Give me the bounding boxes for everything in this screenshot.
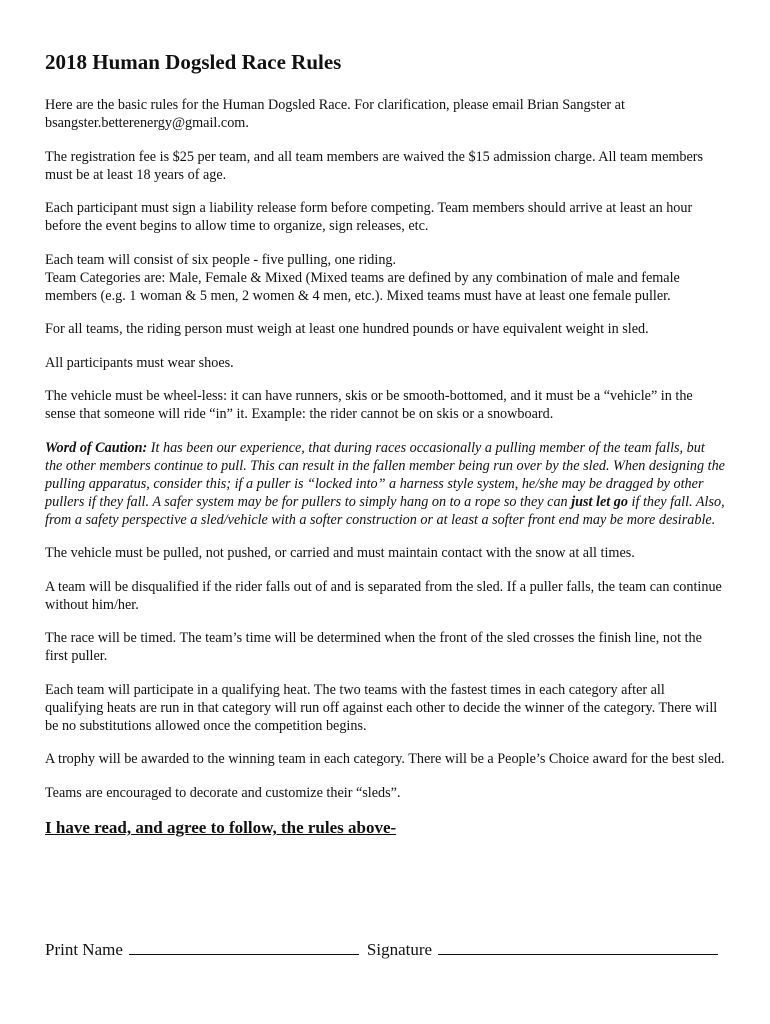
signature-label: Signature bbox=[366, 940, 433, 959]
decorate-paragraph: Teams are encouraged to decorate and customize their “sleds”. bbox=[45, 784, 401, 801]
signature-field[interactable] bbox=[438, 953, 718, 955]
caution-paragraph bbox=[45, 439, 725, 529]
categories-paragraph: Team Categories are: Male, Female & Mixed (Mixed teams are defined by any combination of male and female members (e.g. 1 woman & 5 men, 2 women & 4 men, etc.). Mixed teams must have at least one female puller. bbox=[45, 269, 680, 304]
team-size-paragraph: Each team will consist of six people - five pulling, one riding. bbox=[45, 251, 397, 268]
timed-paragraph: The race will be timed. The team’s time will be determined when the front of the sled crosses the finish line, not the first puller. bbox=[45, 630, 702, 664]
pulled-paragraph: The vehicle must be pulled, not pushed, or carried and must maintain contact with the snow at all times. bbox=[45, 545, 635, 561]
caution-emphasis: just let go bbox=[571, 493, 628, 510]
shoes-paragraph: All participants must wear shoes. bbox=[45, 354, 234, 371]
vehicle-paragraph: The vehicle must be wheel-less: it can have runners, skis or be smooth-bottomed, and it must be a “vehicle” in the sense that someone will ride “in” it. Example: the rider cannot be on skis or a snowboard. bbox=[45, 388, 693, 422]
caution-text-1: It has been our experience, that during races occasionally a pulling member of the team falls, but the other members continue to pull. This can result in the fallen member being run over by the sled. When designing the pulling apparatus, consider this; if a puller is “locked into” a harness style system, he/she may be dragged by other pullers if they fall. A safer system may be for pullers to simply hang on to a rope so they can bbox=[45, 439, 725, 510]
liability-paragraph: Each participant must sign a liability release form before competing. Team members should arrive at least an hour before the event begins to allow time to organize, sign releases, etc. bbox=[45, 200, 693, 234]
riding-weight-paragraph: For all teams, the riding person must weigh at least one hundred pounds or have equivalent weight in sled. bbox=[45, 321, 649, 337]
print-name-label: Print Name bbox=[45, 940, 123, 959]
trophy-paragraph: A trophy will be awarded to the winning team in each category. There will be a People’s Choice award for the best sled. bbox=[45, 751, 725, 767]
print-name-field[interactable] bbox=[129, 953, 359, 955]
disqualified-paragraph: A team will be disqualified if the rider falls out of and is separated from the sled. If a puller falls, the team can continue without him/her. bbox=[45, 578, 722, 613]
rules-document bbox=[45, 48, 725, 839]
caution-text-2: if they fall. Also, from a safety perspective a sled/vehicle with a softer construction or at least a softer front end may be more desirable. bbox=[45, 493, 725, 528]
registration-paragraph: The registration fee is $25 per team, and all team members are waived the $15 admission charge. All team members must be at least 18 years of age. bbox=[45, 148, 704, 183]
signature-row bbox=[45, 940, 735, 960]
caution-label: Word of Caution: bbox=[45, 439, 148, 456]
heats-paragraph: Each team will participate in a qualifying heat. The two teams with the fastest times in each category after all qualifying heats are run in that category will run off against each other to decide the winner of the category. There will be no substitutions allowed once the competition begins. bbox=[45, 681, 718, 734]
intro-paragraph: Here are the basic rules for the Human Dogsled Race. For clarification, please email Brian Sangster at bsangster.betterenergy@gmail.com. bbox=[45, 97, 625, 131]
agreement-statement: I have read, and agree to follow, the rules above- bbox=[45, 818, 397, 837]
document-title: 2018 Human Dogsled Race Rules bbox=[45, 50, 342, 74]
